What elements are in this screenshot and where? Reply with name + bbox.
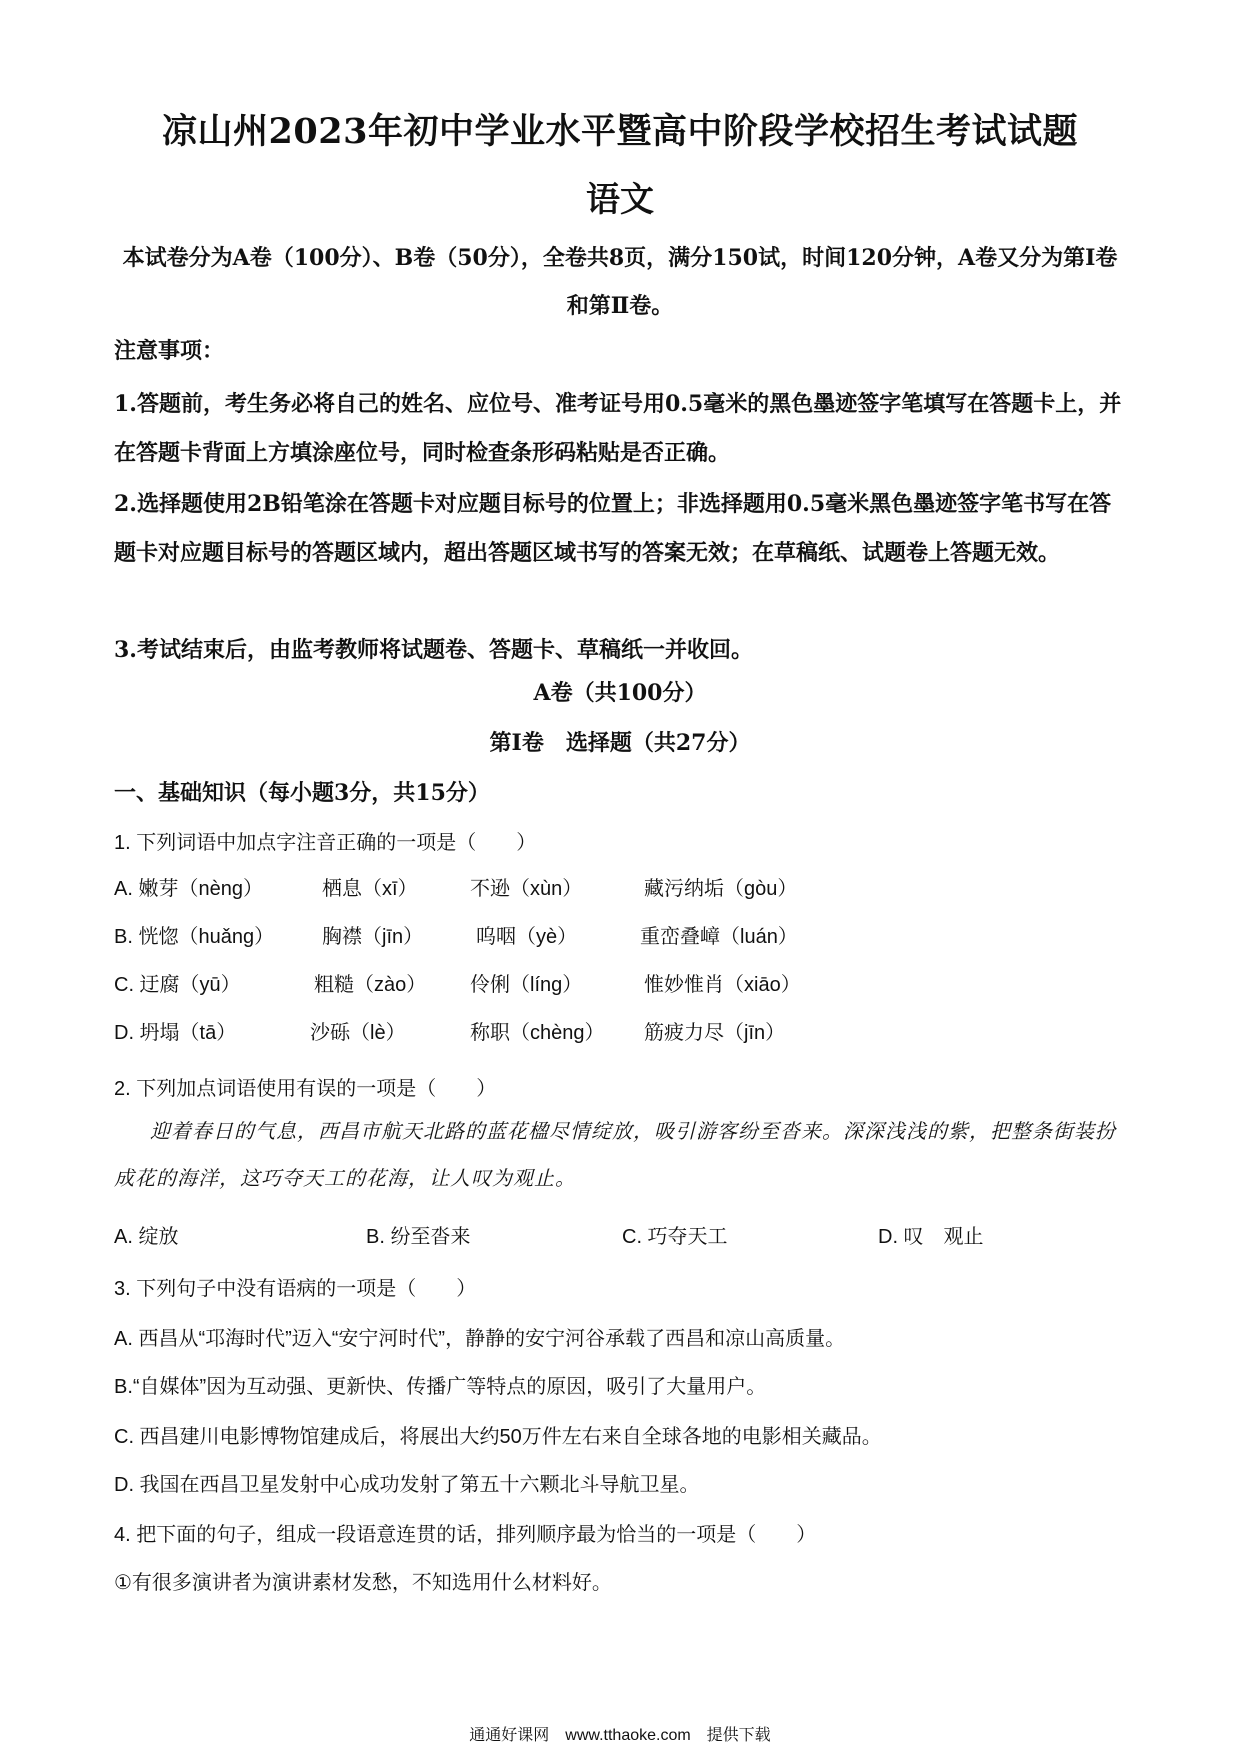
q3-option-text: D. 我国在西昌卫星发射中心成功发射了第五十六颗北斗导航卫星。 xyxy=(114,1474,700,1496)
q2-passage: 迎着春日的气息，西昌市航天北路的蓝花楹尽情绽放，吸引游客纷至沓来。深深浅浅的紫，把整条街装扮成花的海洋，这巧夺天工的花海，让人叹为观止。 xyxy=(114,1119,1116,1190)
question-2-stem: 2. 下列加点词语使用有误的一项是（ ） xyxy=(114,1078,497,1100)
q1-option-text: D. 坍塌（tā） xyxy=(114,1022,237,1044)
q1-option-text: B. 恍惚（huǎng） xyxy=(114,926,275,948)
q1-option-text: 胸襟（jīn） xyxy=(322,926,424,948)
q2-option-text: D. 叹 观止 xyxy=(878,1226,984,1248)
q1-option-row xyxy=(114,920,1124,950)
notice-item: 3.考试结束后，由监考教师将试题卷、答题卡、草稿纸一并收回。 xyxy=(114,637,753,663)
notice-item: 1.答题前，考生务必将自己的姓名、应位号、准考证号用0.5毫米的黑色墨迹签字笔填写在答题卡上，并在答题卡背面上方填涂座位号，同时检查条形码粘贴是否正确。 xyxy=(114,391,1122,466)
q2-option-row xyxy=(114,1220,1124,1250)
q3-option-text: A. 西昌从“邛海时代”迈入“安宁河时代”，静静的安宁河谷承载了西昌和凉山高质量。 xyxy=(114,1328,846,1350)
exam-intro: 本试卷分为A卷（100分）、B卷（50分），全卷共8页，满分150试，时间120分钟，A卷又分为第Ⅰ卷和第Ⅱ卷。 xyxy=(122,245,1118,319)
notice-item: 2.选择题使用2B铅笔涂在答题卡对应题目标号的位置上；非选择题用0.5毫米黑色墨迹签字笔书写在答题卡对应题目标号的答题区域内，超出答题区域书写的答案无效；在草稿纸、试题卷上答题无效。 xyxy=(114,491,1112,566)
q1-option-row xyxy=(114,968,1124,998)
q4-sentence: ①有很多演讲者为演讲素材发愁，不知选用什么材料好。 xyxy=(114,1572,612,1594)
section-a-heading: A卷（共100分） xyxy=(533,680,707,706)
q2-option-text: A. 绽放 xyxy=(114,1226,179,1248)
question-1-stem: 1. 下列词语中加点字注音正确的一项是（ ） xyxy=(114,832,537,854)
q3-option-text: B.“自媒体”因为互动强、更新快、传播广等特点的原因，吸引了大量用户。 xyxy=(114,1376,767,1398)
q2-option-text: B. 纷至沓来 xyxy=(366,1226,471,1248)
q3-option-text: C. 西昌建川电影博物馆建成后，将展出大约50万件左右来自全球各地的电影相关藏品。 xyxy=(114,1426,882,1448)
q1-option-row xyxy=(114,1016,1124,1046)
q1-option-text: A. 嫩芽（nèng） xyxy=(114,878,263,900)
q1-option-text: C. 迂腐（yū） xyxy=(114,974,241,996)
q2-option-text: C. 巧夺天工 xyxy=(622,1226,728,1248)
section-1-heading: 第Ⅰ卷 选择题（共27分） xyxy=(489,730,751,756)
q1-option-text: 沙砾（lè） xyxy=(310,1022,406,1044)
q1-option-text: 重峦叠嶂（luán） xyxy=(640,926,798,948)
q1-option-text: 不逊（xùn） xyxy=(470,878,583,900)
q1-option-text: 筋疲力尽（jīn） xyxy=(644,1022,786,1044)
notice-heading: 注意事项： xyxy=(114,338,225,364)
q1-option-text: 藏污纳垢（gòu） xyxy=(644,878,798,900)
subject-title: 语文 xyxy=(586,180,654,220)
q1-option-row xyxy=(114,872,1124,902)
part-heading: 一、基础知识（每小题3分，共15分） xyxy=(114,780,490,806)
q1-option-text: 粗糙（zào） xyxy=(314,974,427,996)
page-footer: 通通好课网 www.tthaoke.com 提供下载 xyxy=(469,1727,771,1744)
question-3-stem: 3. 下列句子中没有语病的一项是（ ） xyxy=(114,1278,477,1300)
q1-option-text: 伶俐（líng） xyxy=(470,974,583,996)
q1-option-text: 栖息（xī） xyxy=(322,878,418,900)
q1-option-text: 惟妙惟肖（xiāo） xyxy=(644,974,801,996)
exam-title: 凉山州2023年初中学业水平暨高中阶段学校招生考试试题 xyxy=(162,111,1078,152)
q1-option-text: 称职（chèng） xyxy=(470,1022,605,1044)
question-4-stem: 4. 把下面的句子，组成一段语意连贯的话，排列顺序最为恰当的一项是（ ） xyxy=(114,1524,817,1546)
q1-option-text: 呜咽（yè） xyxy=(476,926,578,948)
